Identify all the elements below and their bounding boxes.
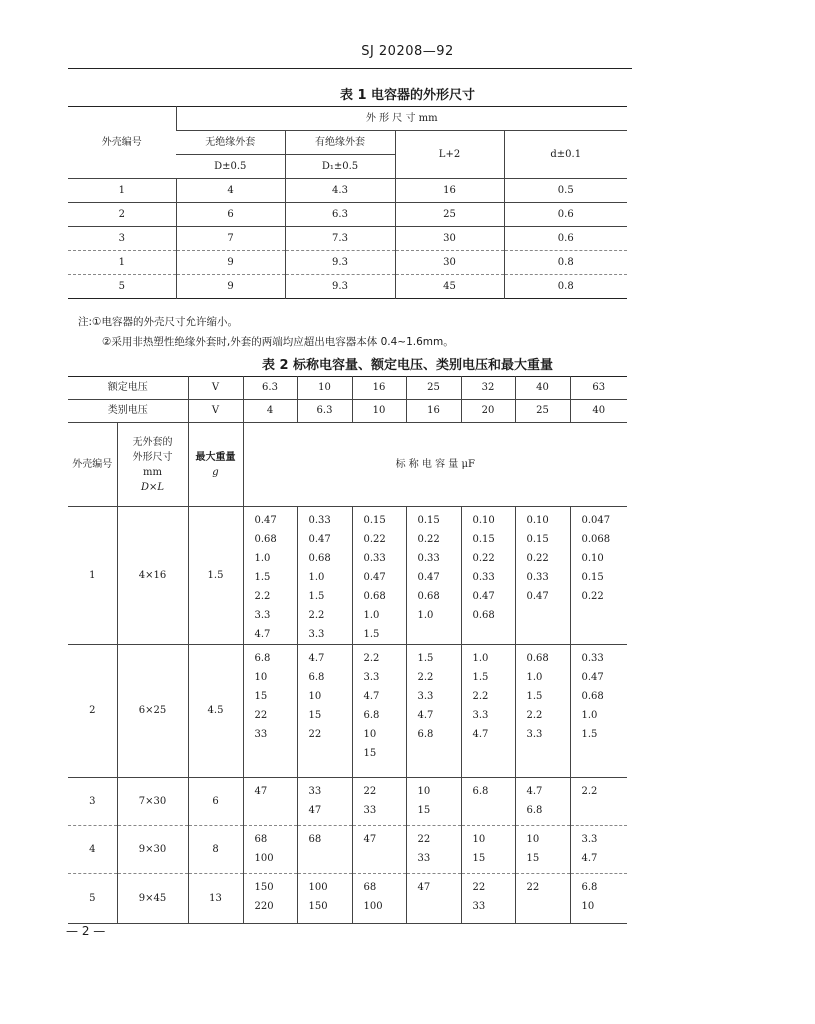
rated-voltage-unit: V (188, 377, 243, 400)
capacitance-value: 1.5 (254, 572, 271, 583)
table1-cell: 30 (395, 251, 504, 275)
capacitance-value: 220 (254, 901, 274, 912)
rated-voltage-value: 10 (297, 377, 352, 400)
table1-cell: 9.3 (285, 275, 395, 299)
capacitance-cell (406, 778, 461, 826)
max-weight-cell: 1.5 (188, 507, 243, 645)
capacitance-value: 1.0 (308, 572, 325, 583)
capacitance-value: 1.5 (308, 591, 325, 602)
capacitance-value: 4.7 (526, 786, 543, 797)
capacitance-value: 0.68 (472, 610, 495, 621)
shell-number-cell: 2 (68, 645, 117, 778)
capacitance-cell (297, 645, 352, 778)
capacitance-value: 47 (308, 805, 322, 816)
capacitance-value: 33 (363, 805, 377, 816)
outline-dimension-cell: 6×25 (117, 645, 188, 778)
table1-cell: 4.3 (285, 179, 395, 203)
category-voltage-value: 25 (515, 400, 570, 423)
capacitance-value: 15 (472, 853, 486, 864)
capacitance-value: 0.47 (526, 591, 549, 602)
capacitance-cell (297, 778, 352, 826)
table1-cell: 9 (176, 251, 285, 275)
capacitance-value: 15 (363, 748, 377, 759)
category-voltage-value: 4 (243, 400, 297, 423)
rated-voltage-value: 6.3 (243, 377, 297, 400)
document-header: SJ 20208—92 (361, 44, 454, 59)
outline-dimension-cell: 9×30 (117, 826, 188, 874)
rated-voltage-value: 63 (570, 377, 627, 400)
table1-cell: 45 (395, 275, 504, 299)
max-weight-cell: 4.5 (188, 645, 243, 778)
capacitance-value: 47 (417, 882, 431, 893)
capacitance-cell (297, 874, 352, 924)
shell-number-cell: 1 (68, 507, 117, 645)
capacitance-value: 3.3 (254, 610, 271, 621)
col-shell-number: 外壳编号 (68, 107, 176, 179)
capacitance-value: 0.22 (363, 534, 386, 545)
capacitance-cell (406, 874, 461, 924)
capacitance-value: 0.15 (526, 534, 549, 545)
capacitance-value: 0.10 (526, 515, 549, 526)
capacitance-value: 10 (581, 901, 595, 912)
capacitance-row (68, 507, 627, 645)
capacitance-value: 3.3 (363, 672, 380, 683)
capacitance-value: 3.3 (581, 834, 598, 845)
capacitance-value: 6.8 (308, 672, 325, 683)
capacitance-value: 1.0 (472, 653, 489, 664)
outline-dimension-cell: 7×30 (117, 778, 188, 826)
capacitance-value: 15 (254, 691, 268, 702)
table1-cell: 3 (68, 227, 176, 251)
table1-cell: 7 (176, 227, 285, 251)
capacitance-value: 3.3 (526, 729, 543, 740)
page-number: — 2 — (66, 924, 106, 938)
capacitance-value: 2.2 (417, 672, 434, 683)
capacitance-value: 15 (308, 710, 322, 721)
rated-voltage-value: 25 (406, 377, 461, 400)
capacitance-value: 2.2 (472, 691, 489, 702)
capacitance-value: 33 (417, 853, 431, 864)
table1-cell: 0.6 (504, 203, 627, 227)
capacitance-value: 0.47 (254, 515, 277, 526)
capacitance-value: 10 (472, 834, 486, 845)
capacitance-value: 0.22 (581, 591, 604, 602)
table1-cell: 25 (395, 203, 504, 227)
capacitance-cell (570, 778, 627, 826)
capacitance-cell (515, 507, 570, 645)
table1-cell: 2 (68, 203, 176, 227)
capacitance-cell (352, 645, 406, 778)
capacitance-row (68, 645, 627, 778)
col-insulation-tolerance: D₁±0.5 (285, 155, 395, 179)
table1-cell: 7.3 (285, 227, 395, 251)
capacitance-value: 47 (363, 834, 377, 845)
capacitance-value: 0.22 (526, 553, 549, 564)
weight-header-line-1: 最大重量 (195, 451, 236, 463)
capacitance-row (68, 874, 627, 924)
category-voltage-label: 类别电压 (68, 400, 188, 423)
capacitance-value: 68 (363, 882, 377, 893)
capacitance-value: 100 (308, 882, 328, 893)
col-lead-diameter: d±0.1 (504, 131, 627, 179)
capacitance-value: 22 (526, 882, 540, 893)
capacitance-cell (515, 826, 570, 874)
capacitance-value: 2.2 (254, 591, 271, 602)
col-no-insulation-tolerance: D±0.5 (176, 155, 285, 179)
capacitance-cell (352, 778, 406, 826)
table1-row (68, 275, 627, 299)
dim-header-line-2: 外形尺寸 (132, 451, 173, 463)
rated-voltage-value: 40 (515, 377, 570, 400)
capacitance-value: 2.2 (526, 710, 543, 721)
capacitance-value: 100 (254, 853, 274, 864)
capacitance-cell (243, 507, 297, 645)
table1-notes (78, 312, 454, 352)
rated-voltage-value: 32 (461, 377, 515, 400)
capacitance-value: 22 (254, 710, 268, 721)
table1-cell: 5 (118, 280, 125, 292)
capacitance-value: 6.8 (526, 805, 543, 816)
shell-number-cell: 3 (68, 778, 117, 826)
table1-row (68, 251, 627, 275)
capacitance-value: 1.5 (417, 653, 434, 664)
capacitance-cell (570, 507, 627, 645)
capacitance-value: 150 (308, 901, 328, 912)
capacitance-value: 0.33 (363, 553, 386, 564)
capacitance-cell (461, 874, 515, 924)
capacitance-value: 47 (254, 786, 268, 797)
col-no-insulation: 无绝缘外套 (176, 131, 285, 155)
shell-number-cell: 4 (68, 826, 117, 874)
capacitance-value: 15 (417, 805, 431, 816)
category-voltage-value: 40 (570, 400, 627, 423)
table1-row (68, 203, 627, 227)
capacitance-value: 0.33 (308, 515, 331, 526)
capacitance-value: 0.47 (308, 534, 331, 545)
capacitance-cell (352, 507, 406, 645)
capacitance-value: 2.2 (363, 653, 380, 664)
outline-dimension-cell: 9×45 (117, 874, 188, 924)
capacitance-row (68, 778, 627, 826)
capacitance-cell (461, 778, 515, 826)
capacitance-value: 100 (363, 901, 383, 912)
capacitance-cell (406, 645, 461, 778)
capacitance-value: 0.15 (363, 515, 386, 526)
capacitance-value: 6.8 (417, 729, 434, 740)
max-weight-cell: 13 (188, 874, 243, 924)
capacitance-value: 68 (254, 834, 268, 845)
capacitance-row (68, 826, 627, 874)
table1-cell: 16 (395, 179, 504, 203)
capacitance-value: 0.68 (363, 591, 386, 602)
capacitance-value: 2.2 (308, 610, 325, 621)
table1-cell: 0.8 (504, 275, 627, 299)
table1-cell: 0.8 (504, 251, 627, 275)
capacitance-value: 68 (308, 834, 322, 845)
capacitance-value: 150 (254, 882, 274, 893)
capacitance-cell (515, 645, 570, 778)
capacitance-value: 0.15 (417, 515, 440, 526)
rated-voltage-value: 16 (352, 377, 406, 400)
capacitance-value: 15 (526, 853, 540, 864)
capacitance-value: 0.22 (472, 553, 495, 564)
table1-cell: 30 (395, 227, 504, 251)
capacitance-cell (461, 645, 515, 778)
col-length: L+2 (395, 131, 504, 179)
category-voltage-value: 10 (352, 400, 406, 423)
shell-number-cell: 5 (68, 874, 117, 924)
capacitance-cell (461, 507, 515, 645)
capacitance-value: 0.68 (526, 653, 549, 664)
category-voltage-value: 6.3 (297, 400, 352, 423)
capacitance-value: 0.47 (581, 672, 604, 683)
capacitance-value: 4.7 (472, 729, 489, 740)
capacitance-value: 0.33 (472, 572, 495, 583)
capacitance-value: 1.0 (363, 610, 380, 621)
capacitance-value: 6.8 (581, 882, 598, 893)
capacitance-cell (570, 874, 627, 924)
capacitance-value: 6.8 (363, 710, 380, 721)
capacitance-value: 4.7 (363, 691, 380, 702)
capacitance-value: 0.47 (472, 591, 495, 602)
table1-cell: 4 (176, 179, 285, 203)
capacitance-value: 0.10 (472, 515, 495, 526)
capacitance-value: 1.5 (472, 672, 489, 683)
capacitance-cell (406, 507, 461, 645)
capacitance-value: 0.68 (254, 534, 277, 545)
table1-cell: 1 (68, 179, 176, 203)
table1-cell: 1 (68, 251, 176, 275)
dimension-group-title: 外 形 尺 寸 mm (176, 107, 627, 131)
capacitance-value: 2.2 (581, 786, 598, 797)
capacitance-value: 1.0 (417, 610, 434, 621)
capacitance-value: 0.47 (417, 572, 440, 583)
capacitance-value: 4.7 (581, 853, 598, 864)
capacitance-value: 0.68 (308, 553, 331, 564)
capacitance-value: 33 (308, 786, 322, 797)
capacitance-cell (297, 507, 352, 645)
table1-cell: 6 (176, 203, 285, 227)
capacitance-value: 1.0 (581, 710, 598, 721)
capacitance-value: 1.0 (526, 672, 543, 683)
category-voltage-value: 20 (461, 400, 515, 423)
capacitance-value: 0.47 (363, 572, 386, 583)
table1-caption: 表 1 电容器的外形尺寸 (339, 88, 476, 103)
capacitance-value: 22 (417, 834, 431, 845)
capacitance-value: 33 (254, 729, 268, 740)
capacitance-value: 0.15 (581, 572, 604, 583)
col-nominal-capacitance: 标 称 电 容 量 μF (243, 423, 627, 507)
note-1: 注:①电容器的外壳尺寸允许缩小。 (78, 316, 238, 328)
capacitance-value: 0.047 (581, 515, 611, 526)
capacitance-value: 4.7 (417, 710, 434, 721)
category-voltage-unit: V (188, 400, 243, 423)
capacitance-value: 3.3 (417, 691, 434, 702)
note-2: ②采用非热塑性绝缘外套时,外套的两端均应超出电容器本体 0.4~1.6mm。 (102, 336, 454, 348)
capacitance-value: 1.5 (581, 729, 598, 740)
col-insulation: 有绝缘外套 (285, 131, 395, 155)
dim-header-line-4: D×L (140, 481, 165, 493)
capacitance-value: 4.7 (254, 629, 271, 640)
capacitance-cell (243, 826, 297, 874)
table1-row (68, 227, 627, 251)
capacitance-value: 22 (308, 729, 322, 740)
capacitance-value: 0.68 (417, 591, 440, 602)
capacitance-cell (570, 645, 627, 778)
capacitance-cell (297, 826, 352, 874)
table2-capacitance (68, 376, 627, 924)
capacitance-value: 0.068 (581, 534, 611, 545)
table1-cell: 0.6 (504, 227, 627, 251)
capacitance-cell (243, 645, 297, 778)
capacitance-value: 10 (526, 834, 540, 845)
capacitance-cell (515, 778, 570, 826)
capacitance-value: 22 (472, 882, 486, 893)
capacitance-value: 10 (363, 729, 377, 740)
capacitance-value: 10 (254, 672, 268, 683)
capacitance-value: 0.68 (581, 691, 604, 702)
max-weight-cell: 8 (188, 826, 243, 874)
capacitance-value: 0.22 (417, 534, 440, 545)
capacitance-cell (243, 874, 297, 924)
capacitance-value: 6.8 (254, 653, 271, 664)
table2-caption: 表 2 标称电容量、额定电压、类别电压和最大重量 (261, 358, 554, 373)
capacitance-value: 22 (363, 786, 377, 797)
capacitance-value: 0.10 (581, 553, 604, 564)
capacitance-value: 3.3 (308, 629, 325, 640)
capacitance-cell (352, 874, 406, 924)
table1-cell: 9 (176, 275, 285, 299)
capacitance-value: 1.5 (363, 629, 380, 640)
capacitance-cell (406, 826, 461, 874)
capacitance-value: 0.33 (581, 653, 604, 664)
dim-header-line-3: mm (143, 466, 162, 478)
capacitance-value: 0.33 (526, 572, 549, 583)
capacitance-cell (243, 778, 297, 826)
capacitance-value: 1.0 (254, 553, 271, 564)
dim-header-line-1: 无外套的 (132, 436, 173, 448)
table1-cell: 0.5 (504, 179, 627, 203)
table1-cell: 9.3 (285, 251, 395, 275)
capacitance-cell (352, 826, 406, 874)
table1-row (68, 179, 627, 203)
col-outline-dimensions (117, 423, 188, 507)
header-rule (68, 68, 632, 69)
col-shell-number-t2: 外壳编号 (68, 423, 117, 507)
capacitance-cell (461, 826, 515, 874)
capacitance-cell (515, 874, 570, 924)
max-weight-cell: 6 (188, 778, 243, 826)
weight-header-line-2: g (212, 466, 219, 478)
table1-cell: 6.3 (285, 203, 395, 227)
capacitance-value: 10 (308, 691, 322, 702)
capacitance-value: 4.7 (308, 653, 325, 664)
capacitance-value: 3.3 (472, 710, 489, 721)
table1-dimensions (68, 106, 627, 299)
rated-voltage-label: 额定电压 (68, 377, 188, 400)
capacitance-value: 33 (472, 901, 486, 912)
capacitance-cell (570, 826, 627, 874)
capacitance-value: 0.15 (472, 534, 495, 545)
category-voltage-value: 16 (406, 400, 461, 423)
capacitance-value: 0.33 (417, 553, 440, 564)
capacitance-value: 1.5 (526, 691, 543, 702)
capacitance-value: 6.8 (472, 786, 489, 797)
capacitance-value: 10 (417, 786, 431, 797)
col-max-weight (188, 423, 243, 507)
outline-dimension-cell: 4×16 (117, 507, 188, 645)
